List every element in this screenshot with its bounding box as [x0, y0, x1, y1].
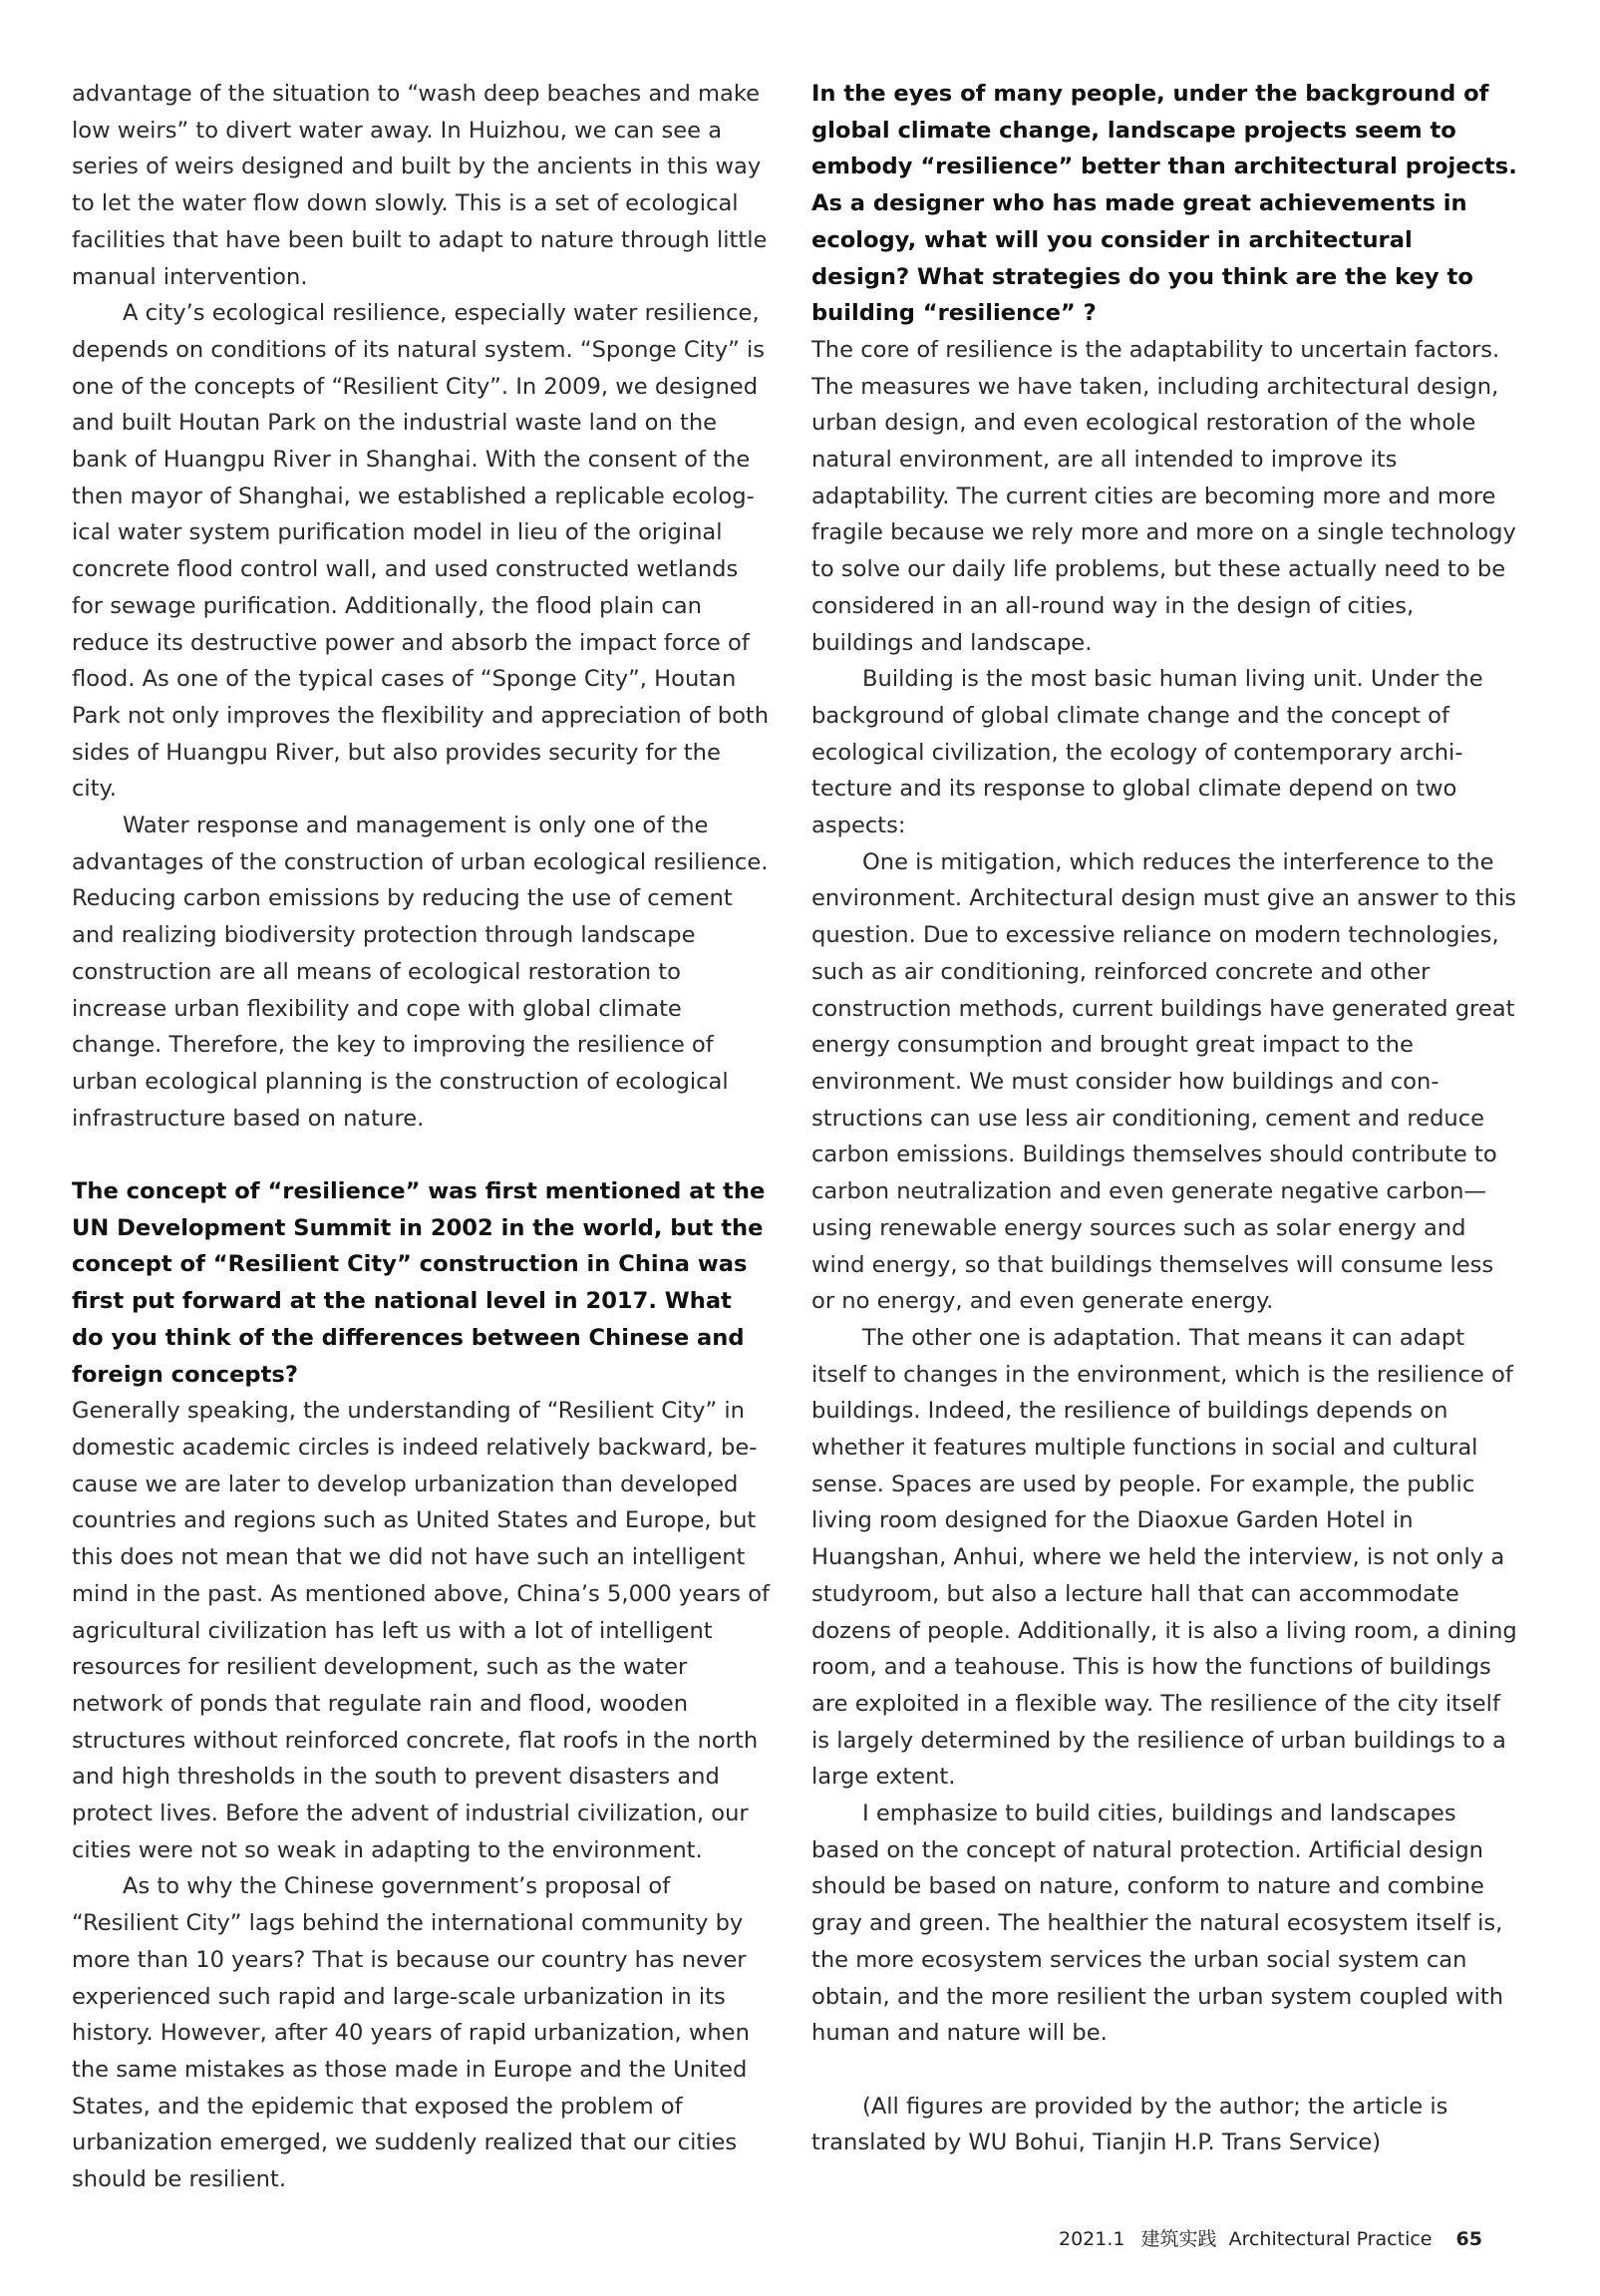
paragraph: One is mitigation, which reduces the interference to the environment. Architectural design must give an answer to this question. Due to excessive reliance on modern technologies, such as air conditioning, reinforced concrete and other construction methods, current buildings have generated great energy consumption and brought great impact to the environment. We must consider how buildings and constructions can use less air conditioning, cement and reduce carbon emissions. Buildings themselves should contribute to carbon neutralization and even generate negative carbon—using renewable energy sources such as solar energy and wind energy, so that buildings themselves will consume less or no energy, and even generate energy.	[811, 848, 1517, 1315]
paragraph: The core of resilience is the adaptability to uncertain factors. The measures we have taken, including architectural design, urban design, and even ecological restoration of the whole natural environment, are all intended to improve its adaptability. The current cities are becoming more and more fragile because we rely more and more on a single technology to solve our daily life problems, but these actually need to be considered in an all-round way in the design of cities, buildings and landscape.	[811, 336, 1516, 656]
spacer	[811, 2052, 1517, 2089]
paragraph: Water response and management is only one of the advantages of the construction of urban ecological resilience. Reducing carbon emissions by reducing the use of cement and realizing biodiversity protection through landscape construction are all means of ecological restoration to increase urban flexibility and cope with global climate change. Therefore, the key to improving the resilience of urban ecological planning is the construction of ecological infrastructure based on nature.	[72, 813, 769, 1132]
issue-number: 2021.1	[1059, 2228, 1125, 2250]
right-column	[811, 76, 1517, 2161]
page-number: 65	[1455, 2228, 1482, 2250]
interview-question: The concept of “resilience” was first mentioned at the UN Development Summit in 2002 in the world, but the concept of “Resilient City” construction in China was first put forward at the national level in 2017. What do you think of the differences between Chinese and foreign concepts?	[72, 1178, 766, 1388]
paragraph: I emphasize to build cities, buildings and landscapes based on the concept of natural protection. Artificial design should be based on nature, conform to nature and combine gray and green. The healthier the natural ecosystem itself is, the more ecosystem services the urban social system can obtain, and the more resilient the urban system coupled with human and nature will be.	[811, 1801, 1504, 2047]
paragraph: A city’s ecological resilience, especially water resilience, depends on conditions of its natural system. “Sponge City” is one of the concepts of “Resilient City”. In 2009, we designed and built Houtan Park on the industrial waste land on the bank of Huangpu River in Shanghai. With the consent of the then mayor of Shanghai, we established a replicable ecological water system purification model in lieu of the original concrete flood control wall, and used constructed wetlands for sewage purification. Additionally, the flood plain can reduce its destructive power and absorb the impact force of flood. As one of the typical cases of “Sponge City”, Houtan Park not only improves the flexibility and appreciation of both sides of Huangpu River, but also provides security for the city.	[72, 300, 770, 803]
paragraph: The other one is adaptation. That means it can adapt itself to changes in the environment, which is the resilience of buildings. Indeed, the resilience of buildings depends on whether it features multiple functions in social and cultural sense. Spaces are used by people. For example, the public living room designed for the Diaoxue Garden Hotel in Huangshan, Anhui, where we held the interview, is not only a studyroom, but also a lecture hall that can accommodate dozens of people. Additionally, it is also a living room, a dining room, and a teahouse. This is how the functions of buildings are exploited in a flexible way. The resilience of the city itself is largely determined by the resilience of urban buildings to a large extent.	[811, 1324, 1517, 1791]
page-footer	[1059, 2224, 1482, 2251]
left-column	[72, 76, 770, 2198]
journal-name-chinese: 建筑实践	[1140, 2228, 1217, 2250]
paragraph: As to why the Chinese government’s proposal of “Resilient City” lags behind the international community by more than 10 years? That is because our country has never experienced such rapid and large-scale urbanization in its history. However, after 40 years of rapid urbanization, when the same mistakes as those made in Europe and the United States, and the epidemic that exposed the problem of urbanization emerged, we suddenly realized that our cities should be resilient.	[72, 1873, 750, 2193]
journal-name-english: Architectural Practice	[1228, 2228, 1433, 2250]
spacer	[72, 1137, 770, 1173]
translation-note: (All figures are provided by the author; the article is translated by WU Bohui, Tianjin H.P. Trans Service)	[811, 2093, 1448, 2156]
paragraph: advantage of the situation to “wash deep beaches and make low weirs” to divert water away. In Huizhou, we can see a series of weirs designed and built by the ancients in this way to let the water flow down slowly. This is a set of ecological facilities that have been built to adapt to nature through little manual intervention.	[72, 81, 768, 290]
paragraph: Generally speaking, the understanding of “Resilient City” in domestic academic circles is indeed relatively backward, because we are later to develop urbanization than developed countries and regions such as United States and Europe, but this does not mean that we did not have such an intelligent mind in the past. As mentioned above, China’s 5,000 years of agricultural civilization has left us with a lot of intelligent resources for resilient development, such as the water network of ponds that regulate rain and flood, wooden structures without reinforced concrete, flat roofs in the north and high thresholds in the south to prevent disasters and protect lives. Before the advent of industrial civilization, our cities were not so weak in adapting to the environment.	[72, 1398, 771, 1863]
paragraph: Building is the most basic human living unit. Under the background of global climate change and the concept of ecological civilization, the ecology of contemporary architecture and its response to global climate depend on two aspects:	[811, 666, 1483, 839]
interview-question: In the eyes of many people, under the background of global climate change, landscape projects seem to embody “resilience” better than architectural projects. As a designer who has made great achievements in ecology, what will you consider in architectural design? What strategies do you think are the key to building “resilience” ?	[811, 81, 1517, 327]
